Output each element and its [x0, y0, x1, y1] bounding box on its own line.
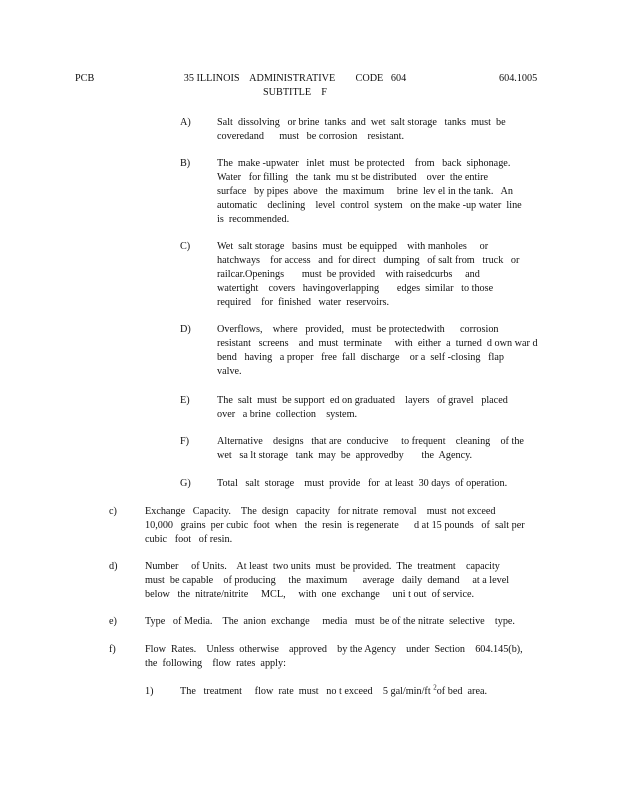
subitem-text [217, 477, 507, 491]
item-label: c) [109, 506, 117, 517]
text-line: Alternative designs that are conducive to frequent cleaning of the [217, 436, 524, 447]
item-label: e) [109, 616, 117, 627]
text-line: required for finished water reservoirs. [217, 297, 389, 308]
header-title-line2: SUBTITLE F [263, 87, 327, 98]
text-line: cubic foot of resin. [145, 534, 233, 545]
subitem-label: C) [180, 241, 191, 252]
header-title [175, 72, 415, 100]
text-line: is recommended. [217, 214, 290, 225]
text-line: Overflows, where provided, must be protectedwith corrosion [217, 324, 499, 335]
item-label: d) [109, 561, 118, 572]
subitem-text [217, 394, 508, 422]
text-line: below the nitrate/nitrite MCL, with one exchange uni t out of service. [145, 589, 475, 600]
text-line: valve. [217, 366, 242, 377]
subitem-text [217, 116, 506, 144]
item-text [180, 685, 487, 699]
text-line: the following flow rates apply: [145, 658, 286, 669]
subitem-label: D) [180, 324, 191, 335]
text-line: railcar.Openings must be provided with raisedcurbs and [217, 269, 480, 280]
item-text [145, 505, 525, 547]
text-line: The make -upwater inlet must be protected from back siphonage. [217, 158, 511, 169]
header-section-number: 604.1005 [499, 73, 538, 84]
text-line: hatchways for access and for direct dumping of salt from truck or [217, 255, 520, 266]
text-line: Exchange Capacity. The design capacity for nitrate removal must not exceed [145, 506, 496, 517]
text-line: surface by pipes above the maximum brine lev el in the tank. An [217, 186, 513, 197]
text-line: wet sa lt storage tank may be approvedby the Agency. [217, 450, 473, 461]
header-title-line1: 35 ILLINOIS ADMINISTRATIVE CODE 604 [183, 73, 407, 84]
text-line: bend having a proper free fall discharge or a self -closing flap [217, 352, 504, 363]
subitem-label: E) [180, 395, 190, 406]
text-line: of bed area. [436, 686, 488, 697]
text-line: over a brine collection system. [217, 409, 358, 420]
text-line: Wet salt storage basins must be equipped with manholes or [217, 241, 489, 252]
text-line: resistant screens and must terminate with either a turned d own war d [217, 338, 538, 349]
subitem-label: G) [180, 478, 191, 489]
item-text [145, 615, 515, 629]
superscript: 2 [433, 683, 437, 692]
subitem-text [217, 157, 522, 227]
text-line: Number of Units. At least two units must be provided. The treatment capacity [145, 561, 500, 572]
header-agency: PCB [75, 73, 95, 84]
subitem-text [217, 323, 538, 379]
subitem-text [217, 240, 519, 310]
subitem-label: A) [180, 117, 191, 128]
subitem-text [217, 435, 524, 463]
item-label: 1) [145, 686, 154, 697]
text-line: coveredand must be corrosion resistant. [217, 131, 405, 142]
text-line: The treatment flow rate must no t exceed 5 gal/min/ft [180, 686, 431, 697]
text-line: Water for filling the tank mu st be distributed over the entire [217, 172, 489, 183]
subitem-label: B) [180, 158, 191, 169]
text-line: Total salt storage must provide for at least 30 days of operation. [217, 478, 508, 489]
text-line: The salt must be support ed on graduated layers of gravel placed [217, 395, 508, 406]
text-line: Flow Rates. Unless otherwise approved by the Agency under Section 604.145(b), [145, 644, 523, 655]
item-label: f) [109, 644, 116, 655]
subitem-label: F) [180, 436, 190, 447]
text-line: automatic declining level control system on the make -up water line [217, 200, 522, 211]
text-line: Type of Media. The anion exchange media must be of the nitrate selective type. [145, 616, 515, 627]
item-text [145, 643, 523, 671]
text-line: watertight covers havingoverlapping edges similar to those [217, 283, 494, 294]
text-line: 10,000 grains per cubic foot when the resin is regenerate d at 15 pounds of salt per [145, 520, 525, 531]
text-line: Salt dissolving or brine tanks and wet salt storage tanks must be [217, 117, 506, 128]
text-line: must be capable of producing the maximum average daily demand at a level [145, 575, 510, 586]
item-text [145, 560, 509, 602]
